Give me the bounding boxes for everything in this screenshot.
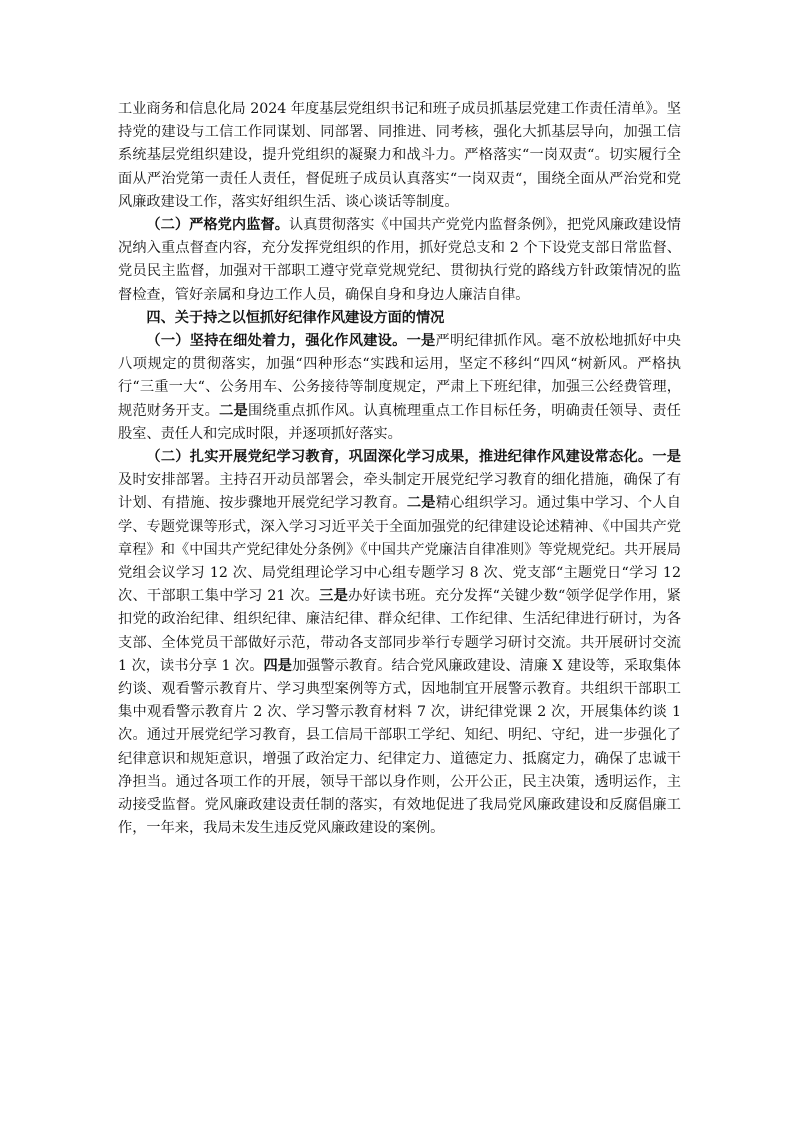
point-label: 二是 — [219, 402, 248, 419]
section-heading: （二）严格党内监督。 — [146, 217, 289, 234]
point-label: 四是 — [263, 657, 292, 674]
paragraph-text: 加强警示教育。结合党风廉政建设、清廉 X 建设等，采取集体约谈、观看警示教育片、学习典型案例等方式，因地制宜开展警示教育。共组织干部职工集中观看警示教育片 2 次、学习警示教育材料 7 次，讲纪律党课 2 次，开展集体约谈 1 次。通过开展党纪学习教育，县工信局干部职工学纪、知纪、明纪、守纪，进一步强化了纪律意识和规矩意识，增强了政治定力、纪律定力、道德定力、抵腐定力，确保了忠诚干净担当。通过各项工作的开展，领导干部以身作则，公开公正，民主决策，透明运作，主动接受监督。党风廉政建设责任制的落实，有效地促进了我局党风廉政建设和反腐倡廉工作，一年来，我局未发生违反党风廉政建设的案例。 — [118, 657, 681, 837]
paragraph-text: 办好读书班。充分发挥“关键少数“领学促学作用，紧扣党的政治纪律、组织纪律、廉洁纪律、群众纪律、工作纪律、生活纪律进行研讨，为各支部、全体党员干部做好示范，带动各支部同步举行专题学习研讨交流。共开展研讨交流 1 次，读书分享 1 次。 — [118, 588, 681, 674]
section-title-text: 四、关于持之以恒抓好纪律作风建设方面的情况 — [146, 309, 445, 326]
paragraph-text: 及时安排部署。主持召开动员部署会，牵头制定开展党纪学习教育的细化措施，确保了有计划、有措施、按步骤地开展党纪学习教育。 — [118, 472, 681, 512]
document-body — [118, 98, 681, 841]
paragraph-party-supervision — [118, 214, 681, 307]
paragraph-text: 围绕重点抓作风。认真梳理重点工作目标任务，明确责任领导、责任股室、责任人和完成时限，并逐项抓好落实。 — [118, 402, 681, 442]
point-label: 二是 — [406, 495, 436, 512]
paragraph-responsibility-list — [118, 98, 681, 214]
section-title — [118, 307, 681, 330]
section-heading: （一）坚持在细处着力，强化作风建设。一是 — [146, 333, 436, 350]
paragraph-text: 认真贯彻落实《中国共产党党内监督条例》，把党风廉政建设情况纳入重点督查内容，充分发挥党组织的作用，抓好党总支和 2 个下设党支部日常监督、党员民主监督，加强对干部职工遵守党章党规党纪、贯彻执行党的路线方针政策情况的监督检查，管好亲属和身边工作人员，确保自身和身边人廉洁自律。 — [118, 217, 681, 303]
paragraph-text: 严明纪律抓作风。毫不放松地抓好中央八项规定的贯彻落实，加强“四种形态“实践和运用，坚定不移纠“四风“树新风。严格执行“三重一大“、公务用车、公务接待等制度规定，严肃上下班纪律，加强三公经费管理，规范财务开支。 — [118, 333, 681, 419]
paragraph-work-style — [118, 330, 681, 446]
point-label: 三是 — [319, 588, 349, 605]
paragraph-discipline-education — [118, 446, 681, 840]
paragraph-text: 工业商务和信息化局 2024 年度基层党组织书记和班子成员抓基层党建工作责任清单》。坚持党的建设与工信工作同谋划、同部署、同推进、同考核，强化大抓基层导向，加强工信系统基层党组织建设，提升党组织的凝聚力和战斗力。严格落实“一岗双责“。切实履行全面从严治党第一责任人责任，督促班子成员认真落实“一岗双责“，围绕全面从严治党和党风廉政建设工作，落实好组织生活、谈心谈话等制度。 — [118, 101, 681, 210]
section-heading: （二）扎实开展党纪学习教育，巩固深化学习成果，推进纪律作风建设常态化。一是 — [146, 449, 681, 466]
paragraph-text: 精心组织学习。通过集中学习、个人自学、专题党课等形式，深入学习习近平关于全面加强党的纪律建设论述精神、《中国共产党章程》和《中国共产党纪律处分条例》《中国共产党廉洁自律准则》等党规党纪。共开展局党组会议学习 12 次、局党组理论学习中心组专题学习 8 次、党支部“主题党日“学习 12 次、干部职工集中学习 21 次。 — [118, 495, 681, 605]
